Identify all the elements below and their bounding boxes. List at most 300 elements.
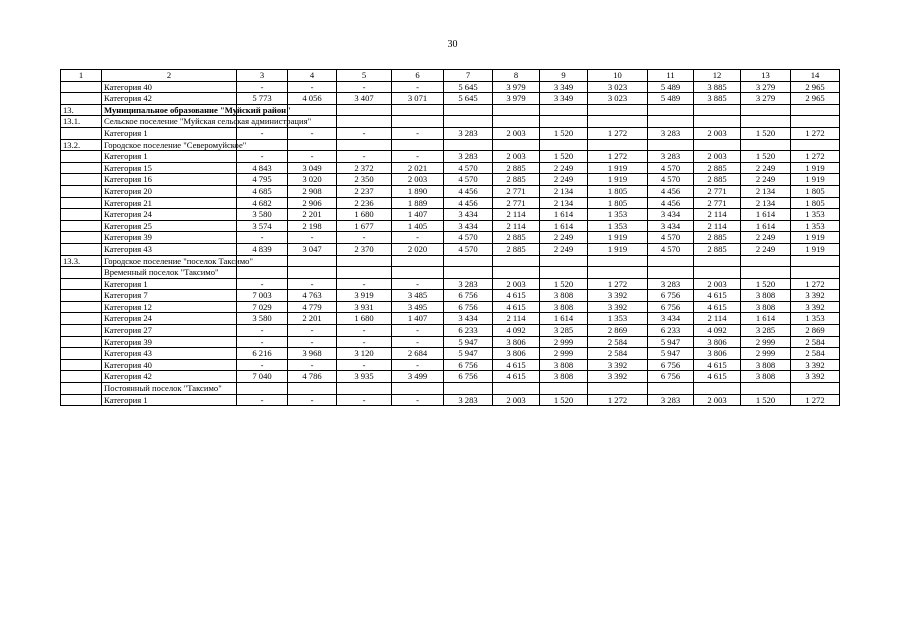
value-cell: 1 919 (791, 243, 840, 255)
column-header: 3 (237, 70, 288, 82)
value-cell: 4 456 (648, 197, 694, 209)
row-number (61, 336, 102, 348)
value-cell: 2 885 (493, 174, 540, 186)
value-cell: - (288, 151, 337, 163)
row-label: Муниципальное образование "Муйский район" (102, 104, 237, 116)
value-cell: - (392, 127, 444, 139)
value-cell: 3 285 (741, 325, 791, 337)
value-cell: 4 615 (694, 301, 741, 313)
value-cell (694, 104, 741, 116)
value-cell (540, 255, 588, 267)
value-cell: - (237, 359, 288, 371)
value-cell: 4 615 (493, 359, 540, 371)
value-cell: 6 756 (444, 301, 493, 313)
value-cell (392, 104, 444, 116)
value-cell: 3 885 (694, 81, 741, 93)
value-cell: 2 584 (588, 348, 648, 360)
value-cell: - (337, 336, 392, 348)
value-cell: 1 520 (540, 394, 588, 406)
value-cell: 3 392 (588, 290, 648, 302)
table-row (61, 151, 840, 163)
value-cell: 4 682 (237, 197, 288, 209)
row-number: 13.1. (61, 116, 102, 128)
value-cell: 2 885 (694, 243, 741, 255)
value-cell: - (337, 359, 392, 371)
table-row (61, 267, 840, 279)
value-cell: 5 773 (237, 93, 288, 105)
value-cell: - (337, 127, 392, 139)
value-cell (288, 255, 337, 267)
value-cell: 3 392 (791, 301, 840, 313)
value-cell: 1 353 (791, 313, 840, 325)
row-label: Категория 1 (102, 127, 237, 139)
value-cell: 2 372 (337, 162, 392, 174)
table-row (61, 81, 840, 93)
value-cell: 3 808 (540, 301, 588, 313)
row-number (61, 209, 102, 221)
row-number (61, 394, 102, 406)
value-cell (791, 255, 840, 267)
value-cell (337, 267, 392, 279)
row-label: Категория 43 (102, 243, 237, 255)
value-cell: 4 056 (288, 93, 337, 105)
column-header: 1 (61, 70, 102, 82)
value-cell: 4 615 (493, 301, 540, 313)
value-cell: 1 272 (588, 278, 648, 290)
value-cell: 1 614 (540, 209, 588, 221)
value-cell: 1 520 (741, 151, 791, 163)
value-cell: - (237, 127, 288, 139)
row-label: Категория 27 (102, 325, 237, 337)
value-cell (648, 383, 694, 395)
value-cell (288, 267, 337, 279)
value-cell: 4 615 (694, 371, 741, 383)
page-number: 30 (447, 39, 458, 50)
value-cell: 3 283 (648, 127, 694, 139)
row-number: 13.2. (61, 139, 102, 151)
row-number (61, 127, 102, 139)
value-cell: 3 808 (741, 301, 791, 313)
value-cell: 4 456 (444, 185, 493, 197)
value-cell: 1 272 (791, 394, 840, 406)
value-cell: 1 919 (791, 174, 840, 186)
value-cell: 3 407 (337, 93, 392, 105)
row-label: Категория 21 (102, 197, 237, 209)
value-cell (288, 139, 337, 151)
value-cell: 2 134 (741, 185, 791, 197)
row-number (61, 232, 102, 244)
value-cell (493, 383, 540, 395)
value-cell: 2 869 (588, 325, 648, 337)
value-cell: 3 806 (493, 336, 540, 348)
row-number (61, 359, 102, 371)
value-cell: 2 885 (493, 162, 540, 174)
value-cell: 3 120 (337, 348, 392, 360)
value-cell: 1 272 (588, 394, 648, 406)
value-cell: 1 614 (540, 313, 588, 325)
value-cell: 3 968 (288, 348, 337, 360)
value-cell: 3 049 (288, 162, 337, 174)
value-cell: 1 407 (392, 209, 444, 221)
value-cell: 1 520 (540, 127, 588, 139)
value-cell: 2 249 (741, 232, 791, 244)
value-cell: 2 114 (493, 209, 540, 221)
value-cell: 2 584 (588, 336, 648, 348)
table-row (61, 127, 840, 139)
value-cell: 3 434 (648, 313, 694, 325)
value-cell: 3 283 (444, 151, 493, 163)
value-cell: 3 808 (741, 290, 791, 302)
value-cell: 5 645 (444, 81, 493, 93)
value-cell: 2 249 (540, 174, 588, 186)
value-cell: 4 763 (288, 290, 337, 302)
value-cell (337, 383, 392, 395)
value-cell (288, 383, 337, 395)
value-cell (588, 104, 648, 116)
value-cell (493, 139, 540, 151)
value-cell: 2 114 (694, 313, 741, 325)
value-cell: 4 570 (444, 243, 493, 255)
value-cell: 2 020 (392, 243, 444, 255)
table-row (61, 220, 840, 232)
row-label: Городское поселение "Северомуйское" (102, 139, 237, 151)
value-cell: 3 023 (588, 93, 648, 105)
value-cell: 2 869 (791, 325, 840, 337)
value-cell: 3 392 (791, 290, 840, 302)
value-cell: 5 947 (648, 348, 694, 360)
column-header: 5 (337, 70, 392, 82)
value-cell (741, 383, 791, 395)
column-header: 6 (392, 70, 444, 82)
value-cell: 3 935 (337, 371, 392, 383)
row-label: Категория 42 (102, 93, 237, 105)
table-row (61, 232, 840, 244)
value-cell: 1 680 (337, 209, 392, 221)
value-cell: 3 495 (392, 301, 444, 313)
value-cell (588, 116, 648, 128)
row-number (61, 371, 102, 383)
row-number: 13.3. (61, 255, 102, 267)
value-cell: 3 806 (493, 348, 540, 360)
value-cell: 3 808 (540, 359, 588, 371)
value-cell: 3 285 (540, 325, 588, 337)
value-cell: 4 456 (444, 197, 493, 209)
value-cell: 1 889 (392, 197, 444, 209)
row-number (61, 348, 102, 360)
value-cell: 7 029 (237, 301, 288, 313)
value-cell: 3 392 (588, 371, 648, 383)
value-cell (588, 383, 648, 395)
value-cell (588, 267, 648, 279)
value-cell: - (237, 394, 288, 406)
value-cell: 2 965 (791, 93, 840, 105)
value-cell: 1 919 (791, 232, 840, 244)
row-label: Городское поселение "поселок Таксимо" (102, 255, 237, 267)
value-cell (694, 255, 741, 267)
value-cell: 1 520 (741, 278, 791, 290)
value-cell: 1 520 (741, 127, 791, 139)
value-cell (540, 116, 588, 128)
value-cell: 1 614 (741, 313, 791, 325)
column-header: 13 (741, 70, 791, 82)
row-label: Сельское поселение "Муйская сельская администрация" (102, 116, 237, 128)
value-cell: 2 771 (493, 185, 540, 197)
value-cell (648, 267, 694, 279)
value-cell (648, 116, 694, 128)
value-cell: 6 216 (237, 348, 288, 360)
value-cell: 2 114 (694, 209, 741, 221)
value-cell: 4 570 (648, 174, 694, 186)
row-label: Категория 24 (102, 313, 237, 325)
value-cell: 2 201 (288, 209, 337, 221)
value-cell: - (337, 81, 392, 93)
value-cell: 2 003 (493, 151, 540, 163)
value-cell (648, 104, 694, 116)
value-cell: 4 570 (648, 232, 694, 244)
value-cell (741, 255, 791, 267)
row-number (61, 81, 102, 93)
value-cell: 2 249 (741, 243, 791, 255)
value-cell: 4 615 (694, 290, 741, 302)
value-cell: 2 999 (741, 348, 791, 360)
value-cell: 4 795 (237, 174, 288, 186)
value-cell (444, 104, 493, 116)
table-row (61, 162, 840, 174)
value-cell: 6 756 (444, 290, 493, 302)
table-row (61, 278, 840, 290)
table-body (61, 70, 840, 406)
row-label: Категория 16 (102, 174, 237, 186)
value-cell: 3 806 (694, 336, 741, 348)
value-cell: 2 003 (694, 278, 741, 290)
value-cell: 2 249 (540, 162, 588, 174)
value-cell: 2 771 (694, 185, 741, 197)
row-label: Категория 43 (102, 348, 237, 360)
value-cell: 1 919 (791, 162, 840, 174)
value-cell: 1 614 (741, 220, 791, 232)
value-cell: 3 392 (791, 359, 840, 371)
value-cell: 2 003 (694, 394, 741, 406)
value-cell: 2 249 (741, 162, 791, 174)
value-cell (540, 383, 588, 395)
value-cell: 6 756 (444, 359, 493, 371)
row-number (61, 93, 102, 105)
value-cell (392, 139, 444, 151)
table-row (61, 383, 840, 395)
value-cell (540, 267, 588, 279)
value-cell (337, 139, 392, 151)
value-cell: 4 685 (237, 185, 288, 197)
value-cell: 3 283 (648, 151, 694, 163)
row-number (61, 197, 102, 209)
value-cell (540, 139, 588, 151)
value-cell: - (392, 359, 444, 371)
value-cell: - (288, 278, 337, 290)
value-cell: 3 485 (392, 290, 444, 302)
value-cell: - (237, 232, 288, 244)
row-label: Категория 39 (102, 232, 237, 244)
value-cell: 2 114 (694, 220, 741, 232)
value-cell: 1 272 (588, 127, 648, 139)
value-cell (493, 267, 540, 279)
row-label: Категория 1 (102, 394, 237, 406)
value-cell: 1 919 (588, 162, 648, 174)
value-cell: - (392, 394, 444, 406)
value-cell (237, 383, 288, 395)
value-cell: 1 919 (588, 243, 648, 255)
column-header: 10 (588, 70, 648, 82)
value-cell: 4 570 (648, 243, 694, 255)
row-number (61, 162, 102, 174)
value-cell: 3 979 (493, 81, 540, 93)
value-cell: 2 584 (791, 348, 840, 360)
value-cell: 4 786 (288, 371, 337, 383)
value-cell: 1 272 (791, 127, 840, 139)
value-cell (444, 139, 493, 151)
value-cell: 3 434 (444, 313, 493, 325)
row-label: Категория 25 (102, 220, 237, 232)
value-cell: 3 279 (741, 93, 791, 105)
value-cell (694, 383, 741, 395)
value-cell: 2 249 (540, 232, 588, 244)
row-number: 13. (61, 104, 102, 116)
row-label: Категория 42 (102, 371, 237, 383)
value-cell: 4 839 (237, 243, 288, 255)
value-cell (741, 267, 791, 279)
value-cell: 1 805 (791, 185, 840, 197)
value-cell (444, 116, 493, 128)
table-row (61, 185, 840, 197)
value-cell: 4 092 (493, 325, 540, 337)
value-cell (791, 267, 840, 279)
value-cell: 3 283 (648, 278, 694, 290)
value-cell: 2 114 (493, 313, 540, 325)
value-cell (648, 255, 694, 267)
value-cell: 3 071 (392, 93, 444, 105)
value-cell: - (337, 394, 392, 406)
row-number (61, 313, 102, 325)
value-cell: 3 349 (540, 81, 588, 93)
value-cell (493, 104, 540, 116)
value-cell (588, 255, 648, 267)
table-row (61, 301, 840, 313)
row-number (61, 174, 102, 186)
value-cell: 6 756 (648, 290, 694, 302)
value-cell: 2 965 (791, 81, 840, 93)
value-cell: 3 392 (588, 301, 648, 313)
value-cell: 1 272 (791, 278, 840, 290)
value-cell: 4 570 (444, 232, 493, 244)
header-row (61, 70, 840, 82)
value-cell: 3 434 (444, 209, 493, 221)
row-number (61, 220, 102, 232)
value-cell: 3 283 (444, 127, 493, 139)
row-label: Временный поселок "Таксимо" (102, 267, 237, 279)
value-cell (741, 116, 791, 128)
value-cell: 4 615 (493, 371, 540, 383)
value-cell: - (392, 81, 444, 93)
value-cell (791, 104, 840, 116)
table-row (61, 243, 840, 255)
value-cell (791, 383, 840, 395)
row-number (61, 243, 102, 255)
value-cell (237, 267, 288, 279)
value-cell: 4 843 (237, 162, 288, 174)
value-cell: 2 370 (337, 243, 392, 255)
value-cell: - (288, 394, 337, 406)
value-cell: 2 684 (392, 348, 444, 360)
value-cell: 3 434 (444, 220, 493, 232)
value-cell: 1 677 (337, 220, 392, 232)
value-cell: 2 999 (741, 336, 791, 348)
value-cell: 2 249 (540, 243, 588, 255)
value-cell: 5 645 (444, 93, 493, 105)
table-row (61, 313, 840, 325)
table-row (61, 371, 840, 383)
value-cell: 6 233 (444, 325, 493, 337)
value-cell: 3 434 (648, 209, 694, 221)
tariff-table (60, 69, 840, 406)
row-label: Категория 20 (102, 185, 237, 197)
value-cell (392, 383, 444, 395)
column-header: 9 (540, 70, 588, 82)
value-cell (493, 116, 540, 128)
value-cell: 3 023 (588, 81, 648, 93)
table-row (61, 116, 840, 128)
table-row (61, 197, 840, 209)
value-cell: 3 283 (648, 394, 694, 406)
value-cell: - (392, 336, 444, 348)
column-header: 4 (288, 70, 337, 82)
value-cell: 2 201 (288, 313, 337, 325)
value-cell: 2 999 (540, 336, 588, 348)
value-cell (444, 383, 493, 395)
value-cell: 2 885 (694, 162, 741, 174)
column-header: 11 (648, 70, 694, 82)
row-label: Категория 12 (102, 301, 237, 313)
value-cell (392, 116, 444, 128)
value-cell: 5 947 (444, 348, 493, 360)
table-row (61, 359, 840, 371)
value-cell: - (288, 325, 337, 337)
value-cell: - (288, 81, 337, 93)
value-cell: 3 580 (237, 209, 288, 221)
row-label: Категория 24 (102, 209, 237, 221)
value-cell: 2 003 (493, 394, 540, 406)
value-cell: 3 808 (540, 371, 588, 383)
value-cell: 1 353 (588, 209, 648, 221)
value-cell: - (392, 278, 444, 290)
value-cell: 2 885 (493, 232, 540, 244)
value-cell: - (237, 336, 288, 348)
value-cell: 2 584 (791, 336, 840, 348)
row-label: Категория 39 (102, 336, 237, 348)
value-cell: 1 805 (588, 197, 648, 209)
value-cell: 3 808 (741, 359, 791, 371)
table-row (61, 255, 840, 267)
value-cell: 6 756 (648, 359, 694, 371)
value-cell: 1 890 (392, 185, 444, 197)
value-cell: 3 574 (237, 220, 288, 232)
value-cell: 1 919 (588, 174, 648, 186)
value-cell: 2 999 (540, 348, 588, 360)
value-cell: 6 756 (648, 301, 694, 313)
value-cell: 3 580 (237, 313, 288, 325)
value-cell: - (392, 325, 444, 337)
value-cell: 2 003 (694, 127, 741, 139)
value-cell: 1 353 (791, 209, 840, 221)
value-cell (791, 139, 840, 151)
